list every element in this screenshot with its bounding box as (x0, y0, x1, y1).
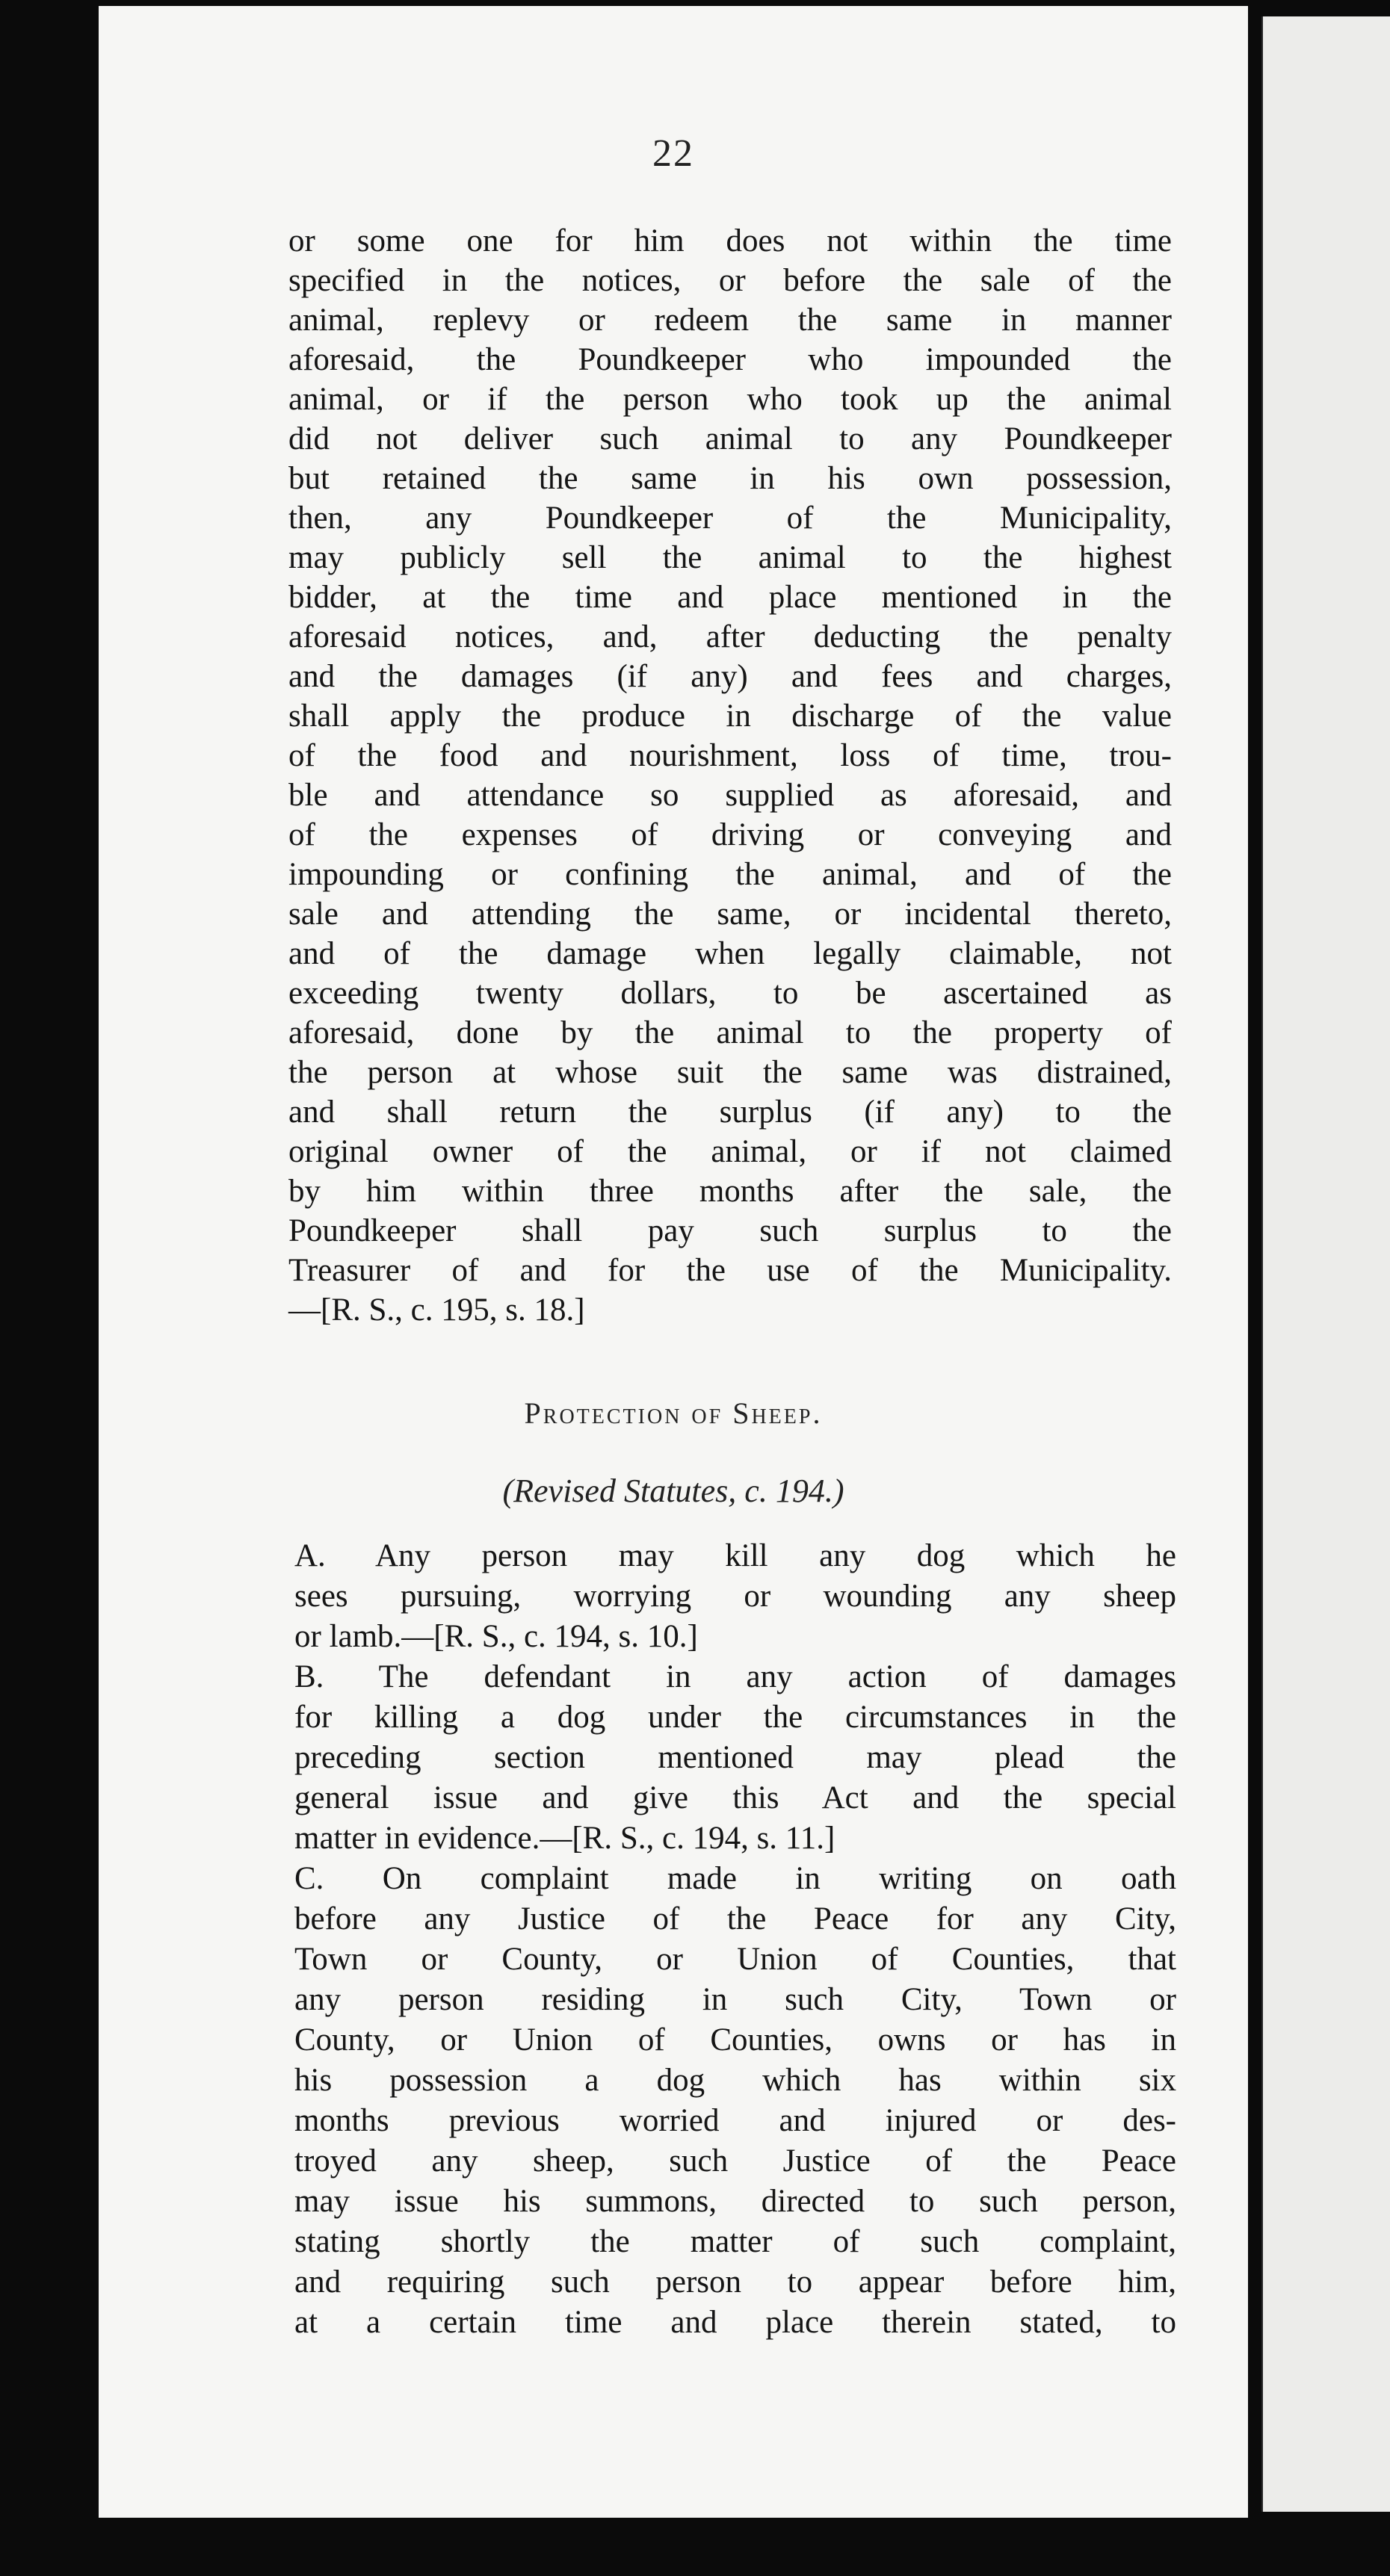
text-line: sale and attending the same, or incidental thereto, (288, 897, 1172, 932)
text-line: before any Justice of the Peace for any City, (294, 1901, 1176, 1936)
adjacent-page-edge (1263, 16, 1390, 2512)
text-line: sees pursuing, worrying or wounding any sheep (294, 1579, 1176, 1614)
text-line: original owner of the animal, or if not claimed (288, 1134, 1172, 1169)
text-line: by him within three months after the sale, the (288, 1174, 1172, 1209)
section-c-line: C. On complaint made in writing on oath (294, 1861, 1176, 1896)
text-line: but retained the same in his own possession, (288, 461, 1172, 496)
text-line: of the expenses of driving or conveying and (288, 817, 1172, 852)
text-line: at a certain time and place therein stated, to (294, 2305, 1176, 2340)
section-b-line: B. The defendant in any action of damages (294, 1659, 1176, 1694)
book-page (99, 6, 1248, 2518)
text-line: impounding or confining the animal, and of the (288, 857, 1172, 892)
text-line: or lamb.—[R. S., c. 194, s. 10.] (294, 1619, 698, 1654)
text-line: then, any Poundkeeper of the Municipality, (288, 501, 1172, 536)
text-line: exceeding twenty dollars, to be ascertained as (288, 976, 1172, 1011)
text-line: troyed any sheep, such Justice of the Peace (294, 2143, 1176, 2179)
text-line: stating shortly the matter of such complaint, (294, 2224, 1176, 2259)
text-line: aforesaid notices, and, after deducting the penalty (288, 619, 1172, 654)
text-line: or some one for him does not within the time (288, 223, 1172, 258)
text-line: animal, or if the person who took up the animal (288, 382, 1172, 417)
text-line: bidder, at the time and place mentioned in the (288, 580, 1172, 615)
text-line: ble and attendance so supplied as aforesaid, and (288, 778, 1172, 813)
section-heading: Protection of Sheep. (524, 1396, 823, 1430)
text-line: and requiring such person to appear before him, (294, 2264, 1176, 2300)
text-line: and of the damage when legally claimable, not (288, 936, 1172, 971)
text-line: for killing a dog under the circumstances in the (294, 1700, 1176, 1735)
text-line: County, or Union of Counties, owns or has in (294, 2022, 1176, 2058)
text-line: general issue and give this Act and the special (294, 1780, 1176, 1815)
text-line: his possession a dog which has within six (294, 2063, 1176, 2098)
page-number: 22 (652, 132, 694, 175)
section-a-line: A. Any person may kill any dog which he (294, 1538, 1176, 1573)
text-line: aforesaid, the Poundkeeper who impounded the (288, 342, 1172, 377)
text-line: aforesaid, done by the animal to the property of (288, 1015, 1172, 1050)
text-line: Town or County, or Union of Counties, that (294, 1942, 1176, 1977)
text-line: animal, replevy or redeem the same in manner (288, 303, 1172, 338)
text-line: Poundkeeper shall pay such surplus to the (288, 1213, 1172, 1248)
text-line: and the damages (if any) and fees and charges, (288, 659, 1172, 694)
text-line: may issue his summons, directed to such person, (294, 2184, 1176, 2219)
section-subheading: (Revised Statutes, c. 194.) (502, 1473, 844, 1509)
citation-line: —[R. S., c. 195, s. 18.] (288, 1292, 585, 1328)
text-line: any person residing in such City, Town or (294, 1982, 1176, 2017)
text-line: of the food and nourishment, loss of time, trou- (288, 738, 1172, 773)
text-line: the person at whose suit the same was distrained, (288, 1055, 1172, 1090)
text-line: preceding section mentioned may plead the (294, 1740, 1176, 1775)
text-line: matter in evidence.—[R. S., c. 194, s. 11.] (294, 1821, 835, 1856)
text-line: and shall return the surplus (if any) to the (288, 1095, 1172, 1130)
text-line: did not deliver such animal to any Poundkeeper (288, 421, 1172, 456)
text-line: Treasurer of and for the use of the Municipality. (288, 1253, 1172, 1288)
text-line: may publicly sell the animal to the highest (288, 540, 1172, 575)
text-line: specified in the notices, or before the sale of the (288, 263, 1172, 298)
text-line: shall apply the produce in discharge of the value (288, 699, 1172, 734)
text-line: months previous worried and injured or des- (294, 2103, 1176, 2138)
